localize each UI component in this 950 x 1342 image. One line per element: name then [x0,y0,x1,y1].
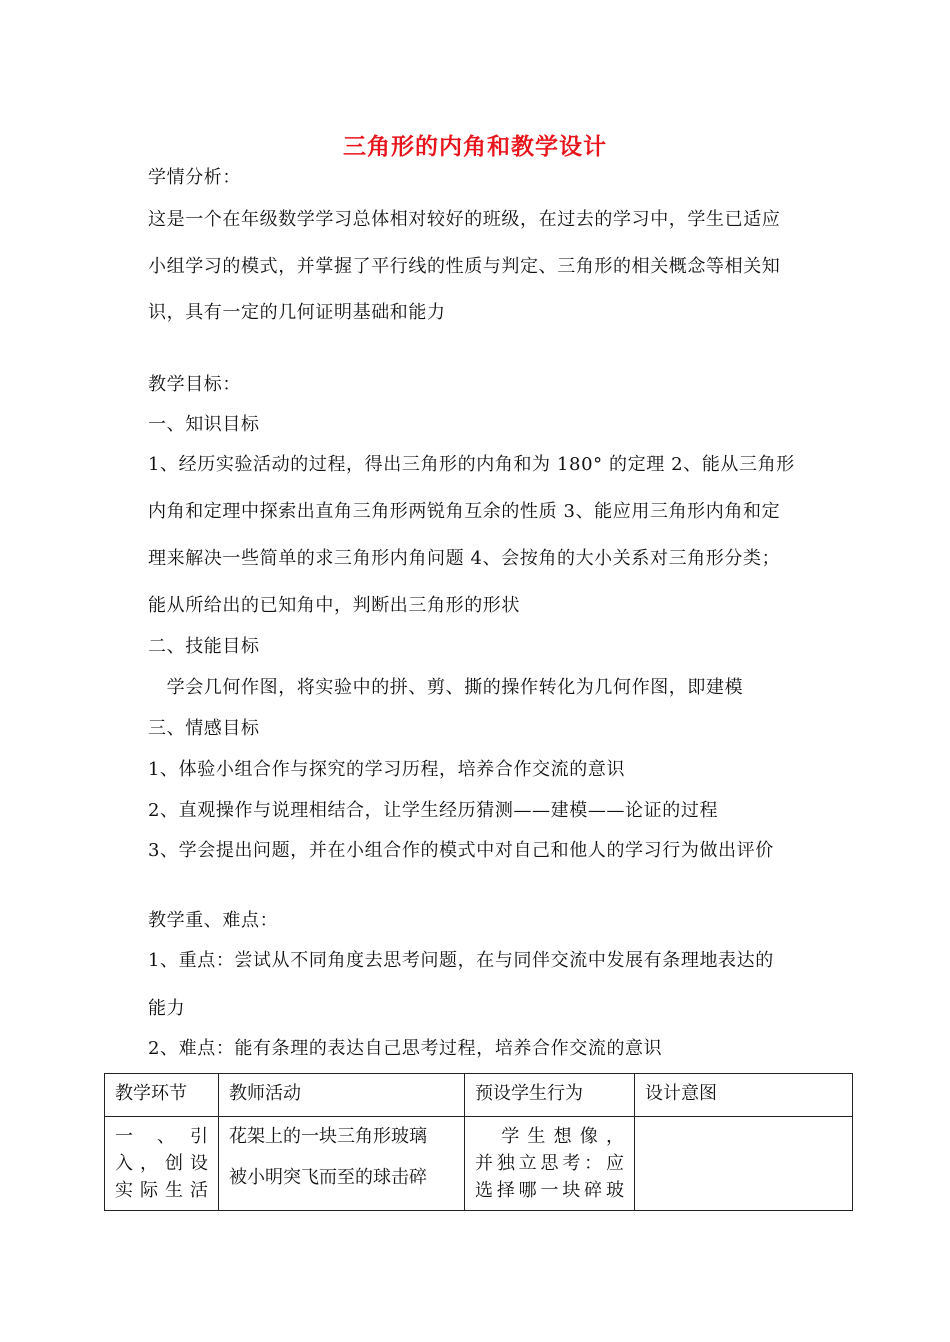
paragraph-line: 2、难点：能有条理的表达自己思考过程，培养合作交流的意识 [148,1038,663,1059]
paragraph-line: 理来解决一些简单的求三角形内角问题 4、会按角的大小关系对三角形分类； [148,548,781,569]
cell-line: 并独立思考：应 [475,1153,624,1174]
table-header-row [105,1074,853,1117]
paragraph-line: 识，具有一定的几何证明基础和能力 [148,302,446,323]
section-heading-keypoints: 教学重、难点： [148,910,279,931]
table-row [105,1117,853,1211]
section-heading-goals: 教学目标： [148,374,241,395]
paragraph-line: 1、经历实验活动的过程，得出三角形的内角和为 180° 的定理 2、能从三角形 [148,454,795,475]
cell-teacher [219,1117,465,1211]
paragraph-line: 1、体验小组合作与探究的学习历程，培养合作交流的意识 [148,759,626,780]
cell-line: 一 、 引 [115,1126,208,1147]
subheading-emotion: 三、情感目标 [148,718,260,739]
cell-line: 选择哪一块碎玻 [475,1180,624,1201]
paragraph-line: 小组学习的模式，并掌握了平行线的性质与判定、三角形的相关概念等相关知 [148,256,781,277]
paragraph-line: 这是一个在年级数学学习总体相对较好的班级，在过去的学习中，学生已适应 [148,209,781,230]
cell-line: 被小明突飞而至的球击碎 [229,1167,427,1188]
header-cell-stage: 教学环节 [105,1074,219,1117]
cell-line: 入，创设 [115,1153,208,1174]
paragraph-line: 能力 [148,998,186,1019]
cell-line: 实际生活 [115,1180,208,1201]
paragraph-line: 能从所给出的已知角中，判断出三角形的形状 [148,595,520,616]
section-heading-analysis: 学情分析： [148,167,241,188]
cell-stage [105,1117,219,1211]
paragraph-line: 1、重点：尝试从不同角度去思考问题，在与同伴交流中发展有条理地表达的 [148,950,774,971]
paragraph-line: 内角和定理中探索出直角三角形两锐角互余的性质 3、能应用三角形内角和定 [148,501,781,522]
cell-intent [635,1117,853,1211]
paragraph-line: 学会几何作图，将实验中的拼、剪、撕的操作转化为几何作图，即建模 [148,677,744,698]
paragraph-line: 2、直观操作与说理相结合，让学生经历猜测——建模——论证的过程 [148,800,719,821]
cell-line: 学生想像， [475,1126,624,1147]
subheading-skills: 二、技能目标 [148,636,260,657]
header-cell-teacher: 教师活动 [219,1074,465,1117]
cell-line: 花架上的一块三角形玻璃 [229,1126,427,1147]
lesson-plan-table [104,1073,853,1211]
header-cell-intent: 设计意图 [635,1074,853,1117]
paragraph-line: 3、学会提出问题，并在小组合作的模式中对自己和他人的学习行为做出评价 [148,840,774,861]
subheading-knowledge: 一、知识目标 [148,414,260,435]
header-cell-student: 预设学生行为 [465,1074,635,1117]
document-title: 三角形的内角和教学设计 [343,133,607,160]
cell-student [465,1117,635,1211]
